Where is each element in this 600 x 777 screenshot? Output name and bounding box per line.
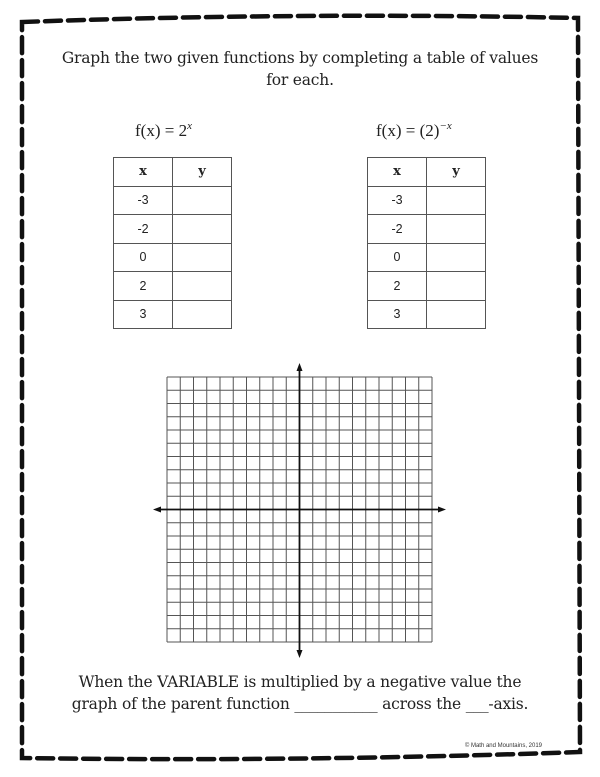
conclusion-line-1: When the VARIABLE is multiplied by a negative value the [78,673,522,691]
table-row [114,243,232,272]
header-y: y [173,158,232,187]
x-cell: 2 [368,272,427,301]
instructions-line-1: Graph the two given functions by completing a table of values [61,49,539,67]
y-cell-input[interactable] [173,300,232,329]
conclusion-text-part2: across the [377,695,466,713]
coordinate-plane [150,362,450,672]
y-cell-input[interactable] [173,243,232,272]
table-row [114,186,232,215]
header-x: x [114,158,173,187]
conclusion-text-part1: graph of the parent function [71,695,295,713]
table-row [368,272,486,301]
x-cell: 0 [368,243,427,272]
blank-transformation[interactable]: ___________ [294,695,378,713]
function-2-exponent: −x [439,120,452,132]
table-row [368,186,486,215]
x-cell: 3 [368,300,427,329]
function-label-2 [376,120,452,141]
table-row [114,300,232,329]
x-cell: -2 [114,215,173,244]
copyright-notice: © Math and Mountains, 2019 [464,743,542,749]
x-cell: -3 [368,186,427,215]
header-x: x [368,158,427,187]
header-y: y [427,158,486,187]
table-row [114,215,232,244]
table-of-values-2 [367,157,486,329]
x-cell: 2 [114,272,173,301]
y-cell-input[interactable] [427,300,486,329]
y-cell-input[interactable] [427,243,486,272]
y-cell-input[interactable] [173,186,232,215]
table-row [368,243,486,272]
table-header-row [368,158,486,187]
x-cell: 3 [114,300,173,329]
table-row [368,300,486,329]
function-1-prefix: f(x) = [135,121,179,140]
y-cell-input[interactable] [173,272,232,301]
x-cell: 0 [114,243,173,272]
y-cell-input[interactable] [427,272,486,301]
y-cell-input[interactable] [427,215,486,244]
conclusion-text [36,671,564,715]
function-1-exponent: x [187,120,192,132]
table-of-values-1 [113,157,232,329]
x-cell: -3 [114,186,173,215]
instructions-text [40,47,560,91]
y-cell-input[interactable] [173,215,232,244]
blank-axis[interactable]: ___ [465,695,489,713]
y-cell-input[interactable] [427,186,486,215]
table-header-row [114,158,232,187]
function-label-1 [135,120,192,141]
conclusion-text-part3: -axis. [488,695,529,713]
table-row [114,272,232,301]
function-1-base: 2 [178,121,188,140]
coordinate-grid[interactable] [150,362,450,676]
table-row [368,215,486,244]
function-2-base: (2) [419,121,440,140]
function-2-prefix: f(x) = [376,121,420,140]
instructions-line-2: for each. [266,71,334,89]
x-cell: -2 [368,215,427,244]
conclusion-line-2 [36,693,564,715]
